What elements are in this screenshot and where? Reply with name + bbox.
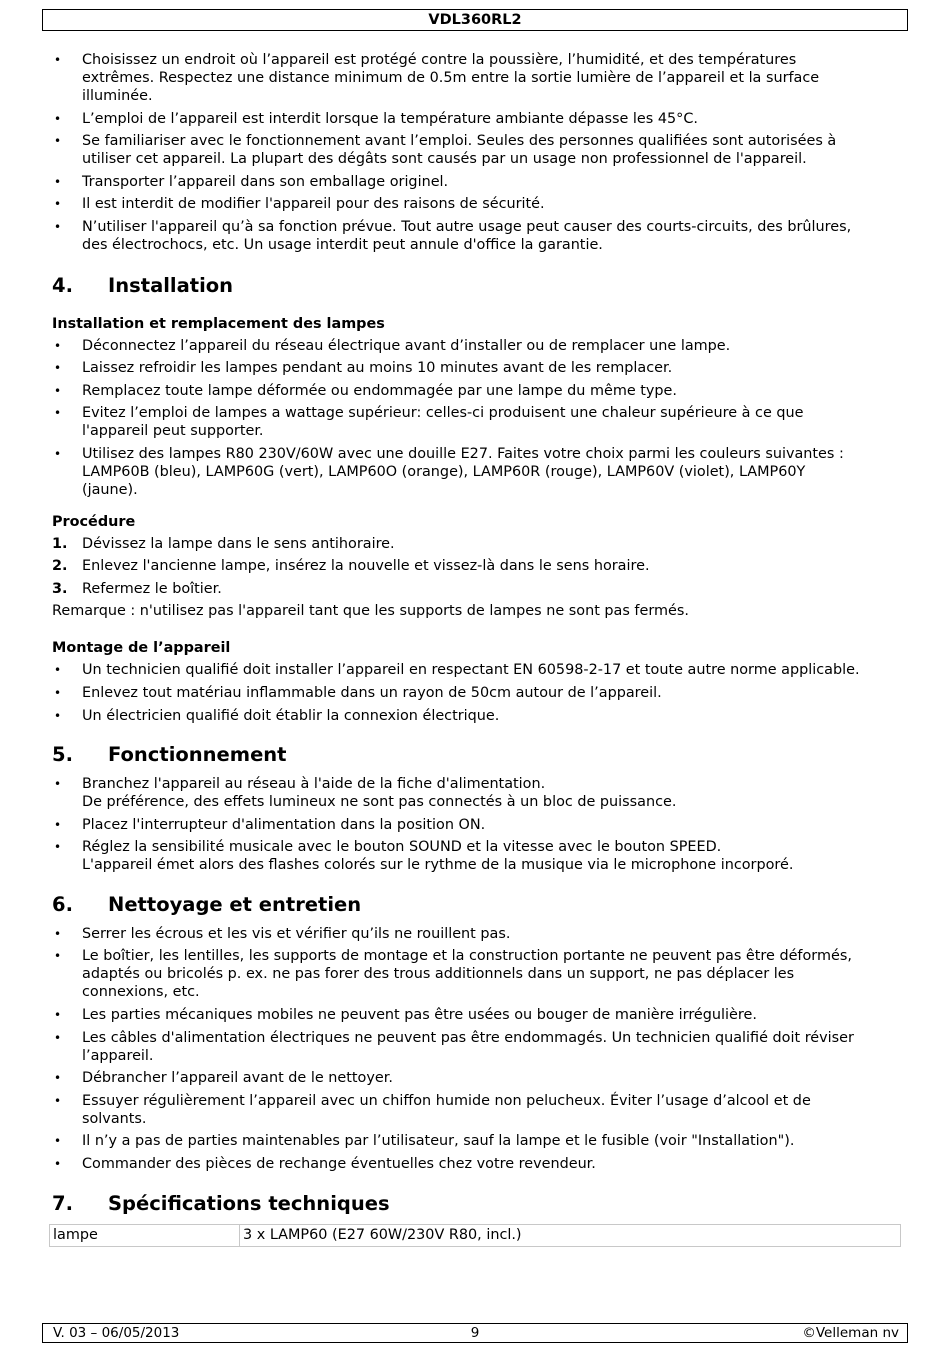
bullet-text-line: LAMP60B (bleu), LAMP60G (vert), LAMP60O (orange), LAMP60R (rouge), LAMP60V (violet), LAMP60Y [82, 463, 806, 480]
procedure-step [52, 535, 902, 553]
bullet-dot-icon: • [54, 446, 62, 461]
bullet-text-line: L'appareil émet alors des flashes colorés sur le rythme de la musique via le microphone incorporé. [82, 857, 794, 874]
bullet-item [52, 132, 902, 168]
bullet-dot-icon: • [54, 926, 62, 941]
bullet-text-line: Choisissez un endroit où l’appareil est protégé contre la poussière, l’humidité, et des températures [82, 52, 797, 68]
section-number: 6. [52, 892, 73, 916]
bullet-item [52, 382, 902, 400]
bullet-item [52, 1069, 902, 1087]
bullet-item [52, 775, 902, 811]
bullet-dot-icon: • [54, 338, 62, 353]
page-footer [42, 1323, 908, 1343]
bullet-text-line: solvants. [82, 1110, 147, 1127]
spec-value: 3 x LAMP60 (E27 60W/230V R80, incl.) [240, 1224, 901, 1246]
section-title: Fonctionnement [108, 743, 287, 767]
bullet-text-line: Evitez l’emploi de lampes a wattage supérieur: celles-ci produisent une chaleur supérieure à ce que [82, 405, 804, 422]
bullet-item [52, 51, 902, 105]
bullet-text-line: Placez l'interrupteur d'alimentation dans la position ON. [82, 816, 486, 833]
bullet-text-line: Serrer les écrous et les vis et vérifier qu’ils ne rouillent pas. [82, 925, 511, 942]
bullet-text-line: Commander des pièces de rechange éventuelles chez votre revendeur. [82, 1156, 596, 1173]
bullet-dot-icon: • [54, 949, 62, 964]
footer-page-number: 9 [470, 1325, 480, 1341]
page-content [52, 51, 902, 1247]
bullet-item [52, 195, 902, 213]
step-number: 1. [52, 535, 68, 552]
bullet-text-line: Réglez la sensibilité musicale avec le bouton SOUND et la vitesse avec le bouton SPEED. [82, 839, 722, 856]
step-text: Refermez le boîtier. [82, 580, 222, 597]
bullet-dot-icon: • [54, 134, 62, 149]
bullet-item [52, 661, 902, 679]
subheading-procedure: Procédure [52, 513, 136, 530]
bullet-text-line: des électrochocs, etc. Un usage interdit peut annule d'office la garantie. [82, 236, 603, 253]
bullet-text-line: Se familiariser avec le fonctionnement avant l’emploi. Seules des personnes qualifiées sont autorisées à [82, 133, 837, 150]
bullet-text-line: Il est interdit de modifier l'appareil pour des raisons de sécurité. [82, 196, 545, 213]
bullet-item [52, 707, 902, 725]
bullet-text-line: Transporter l’appareil dans son emballage originel. [82, 173, 449, 190]
bullet-dot-icon: • [54, 111, 62, 126]
bullet-item [52, 947, 902, 1001]
bullet-text-line: utiliser cet appareil. La plupart des dégâts sont causés par un usage non professionnel de l'appareil. [82, 151, 807, 168]
subheading-mounting: Montage de l’appareil [52, 640, 231, 657]
bullet-dot-icon: • [54, 840, 62, 855]
bullet-text-line: adaptés ou bricolés p. ex. ne pas forer des trous additionnels dans un support, ne pas déplacer les [82, 966, 795, 983]
procedure-step [52, 557, 902, 575]
bullet-item [52, 173, 902, 191]
bullet-text-line: Un électricien qualifié doit établir la connexion électrique. [82, 707, 500, 724]
bullet-text-line: Le boîtier, les lentilles, les supports de montage et la construction portante ne peuvent pas être déformés, [82, 948, 852, 965]
spec-label: lampe [50, 1224, 240, 1246]
bullet-text-line: L’emploi de l’appareil est interdit lorsque la température ambiante dépasse les 45°C. [82, 110, 698, 127]
bullet-dot-icon: • [54, 685, 62, 700]
bullet-item [52, 684, 902, 702]
section-6-heading [52, 893, 902, 917]
bullet-text-line: l'appareil peut supporter. [82, 423, 264, 440]
bullet-text-line: Enlevez tout matériau inflammable dans un rayon de 50cm autour de l’appareil. [82, 684, 662, 701]
bullet-text-line: connexions, etc. [82, 984, 200, 1001]
bullet-dot-icon: • [54, 197, 62, 212]
operation-bullet-list [52, 775, 902, 874]
bullet-dot-icon: • [54, 361, 62, 376]
section-number: 5. [52, 743, 73, 767]
spec-table [49, 1224, 901, 1247]
bullet-item [52, 1092, 902, 1128]
bullet-dot-icon: • [54, 1008, 62, 1023]
bullet-item [52, 404, 902, 440]
footer-copyright: ©Velleman nv [802, 1325, 899, 1341]
section-7-heading [52, 1192, 902, 1216]
bullet-item [52, 1029, 902, 1065]
footer-version: V. 03 – 06/05/2013 [53, 1325, 180, 1341]
header-title: VDL360RL2 [428, 12, 522, 28]
bullet-dot-icon: • [54, 406, 62, 421]
step-number: 3. [52, 580, 68, 597]
bullet-text-line: Laissez refroidir les lampes pendant au moins 10 minutes avant de les remplacer. [82, 360, 673, 377]
bullet-dot-icon: • [54, 663, 62, 678]
bullet-item [52, 1155, 902, 1173]
procedure-step [52, 580, 902, 598]
bullet-text-line: Essuyer régulièrement l’appareil avec un chiffon humide non pelucheux. Éviter l’usage d’alcool et de [82, 1092, 811, 1109]
section-title: Nettoyage et entretien [108, 892, 362, 916]
section-4-heading [52, 274, 902, 298]
bullet-item [52, 218, 902, 254]
bullet-dot-icon: • [54, 777, 62, 792]
bullet-text-line: Branchez l'appareil au réseau à l'aide de la fiche d'alimentation. [82, 776, 546, 793]
bullet-item [52, 445, 902, 499]
bullet-dot-icon: • [54, 1093, 62, 1108]
bullet-item [52, 1006, 902, 1024]
page-header [42, 9, 908, 31]
bullet-item [52, 838, 902, 874]
bullet-item [52, 110, 902, 128]
bullet-item [52, 925, 902, 943]
bullet-text-line: Déconnectez l’appareil du réseau électrique avant d’installer ou de remplacer une lampe. [82, 337, 731, 354]
bullet-dot-icon: • [54, 817, 62, 832]
lamp-bullet-list [52, 337, 902, 499]
bullet-text-line: Utilisez des lampes R80 230V/60W avec une douille E27. Faites votre choix parmi les couleurs suivantes : [82, 445, 844, 462]
bullet-text-line: (jaune). [82, 481, 138, 498]
bullet-text-line: illuminée. [82, 88, 153, 104]
bullet-text-line: De préférence, des effets lumineux ne sont pas connectés à un bloc de puissance. [82, 794, 677, 811]
bullet-text-line: Remplacez toute lampe déformée ou endommagée par une lampe du même type. [82, 382, 677, 399]
bullet-dot-icon: • [54, 174, 62, 189]
bullet-item [52, 816, 902, 834]
bullet-text-line: N’utiliser l'appareil qu’à sa fonction prévue. Tout autre usage peut causer des courts-circuits, des brûlures, [82, 218, 852, 235]
intro-bullet-list [52, 51, 902, 254]
bullet-text-line: Il n’y a pas de parties maintenables par l’utilisateur, sauf la lampe et le fusible (voir "Installation"). [82, 1133, 795, 1150]
bullet-dot-icon: • [54, 1134, 62, 1149]
subheading-lamp-replacement: Installation et remplacement des lampes [52, 315, 385, 332]
step-number: 2. [52, 558, 68, 575]
spec-row [50, 1224, 901, 1246]
section-5-heading [52, 743, 902, 767]
section-title: Spécifications techniques [108, 1191, 390, 1215]
bullet-text-line: extrêmes. Respectez une distance minimum de 0.5m entre la sortie lumière de l’appareil et la surface [82, 70, 820, 86]
step-text: Dévissez la lampe dans le sens antihoraire. [82, 535, 395, 552]
bullet-text-line: Les câbles d'alimentation électriques ne peuvent pas être endommagés. Un technicien qualifié doit réviser [82, 1029, 854, 1046]
bullet-dot-icon: • [54, 1157, 62, 1172]
bullet-item [52, 1132, 902, 1150]
maintenance-bullet-list [52, 925, 902, 1173]
section-number: 4. [52, 273, 73, 297]
bullet-dot-icon: • [54, 219, 62, 234]
bullet-dot-icon: • [54, 383, 62, 398]
bullet-text-line: Les parties mécaniques mobiles ne peuvent pas être usées ou bouger de manière irrégulière. [82, 1007, 757, 1024]
bullet-item [52, 337, 902, 355]
procedure-step-list [52, 535, 902, 598]
bullet-dot-icon: • [54, 1071, 62, 1086]
bullet-dot-icon: • [54, 53, 62, 67]
remark-text: Remarque : n'utilisez pas l'appareil tant que les supports de lampes ne sont pas fermés. [52, 603, 689, 620]
section-title: Installation [108, 273, 234, 297]
bullet-text-line: l’appareil. [82, 1047, 154, 1064]
bullet-text-line: Débrancher l’appareil avant de le nettoyer. [82, 1070, 393, 1087]
step-text: Enlevez l'ancienne lampe, insérez la nouvelle et vissez-là dans le sens horaire. [82, 558, 650, 575]
bullet-text-line: Un technicien qualifié doit installer l’appareil en respectant EN 60598-2-17 et toute autre norme applicable. [82, 662, 860, 679]
bullet-dot-icon: • [54, 708, 62, 723]
mounting-bullet-list [52, 661, 902, 724]
bullet-item [52, 359, 902, 377]
section-number: 7. [52, 1191, 73, 1215]
bullet-dot-icon: • [54, 1030, 62, 1045]
